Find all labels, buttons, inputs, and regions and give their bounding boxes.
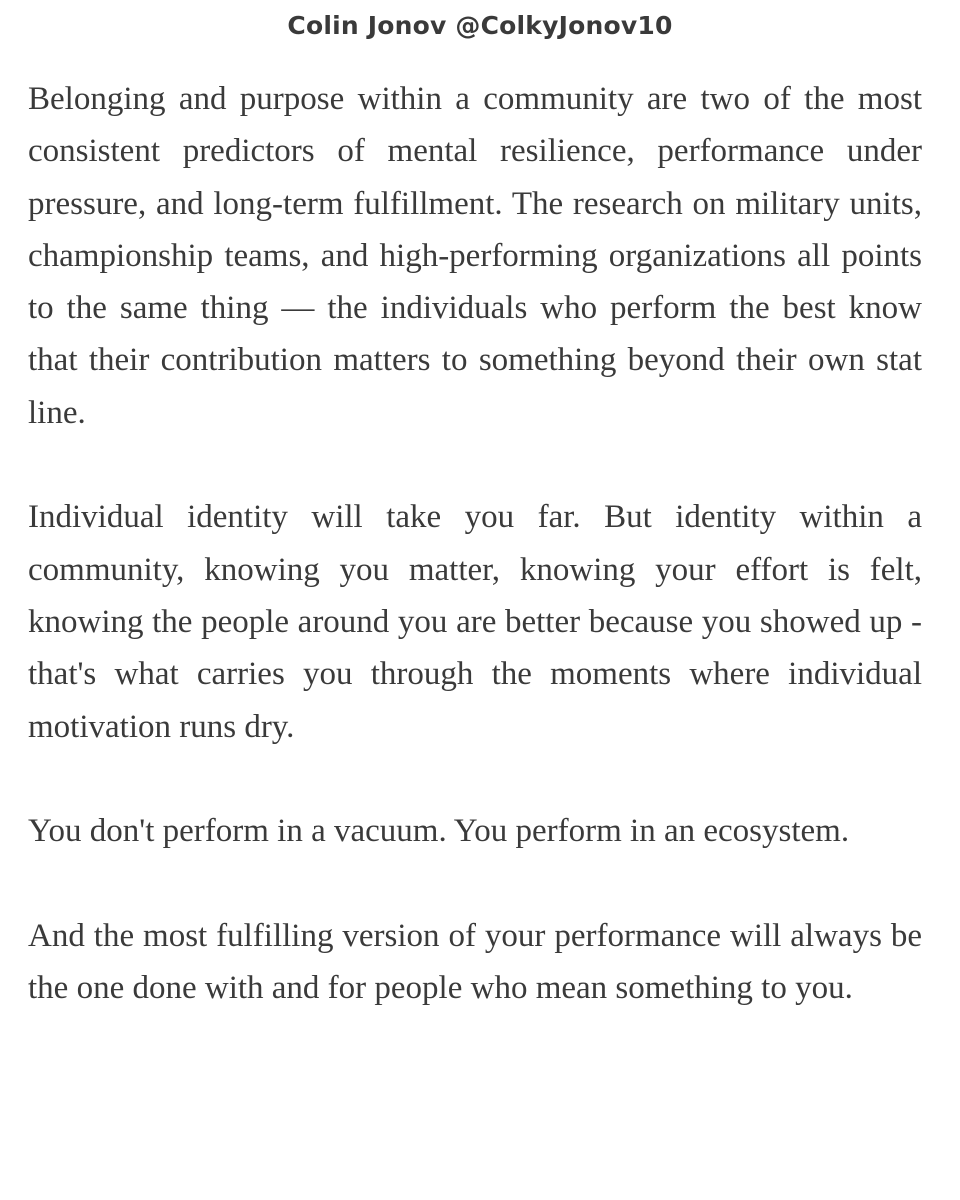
author-byline: Colin Jonov @ColkyJonov10 bbox=[287, 11, 673, 40]
paragraph-belonging-purpose: Belonging and purpose within a community are two of the most consistent predictors of mental resilience, performance under pressure, and long-term fulfillment. The research on military units, championship teams, and high-performing organizations all points to the same thing — the individuals who perform the best know that their contribution matters to something beyond their own stat line. bbox=[28, 81, 922, 431]
paragraph-ecosystem: You don't perform in a vacuum. You perform in an ecosystem. bbox=[28, 813, 850, 850]
article-body bbox=[28, 73, 922, 1014]
paragraph-individual-identity: Individual identity will take you far. But identity within a community, knowing you matter, knowing your effort is felt, knowing the people around you are better because you showed up - that's what carries you through the moments where individual motivation runs dry. bbox=[28, 499, 922, 745]
paragraph-fulfilling-version: And the most fulfilling version of your performance will always be the one done with and for people who mean something to you. bbox=[28, 917, 922, 1007]
